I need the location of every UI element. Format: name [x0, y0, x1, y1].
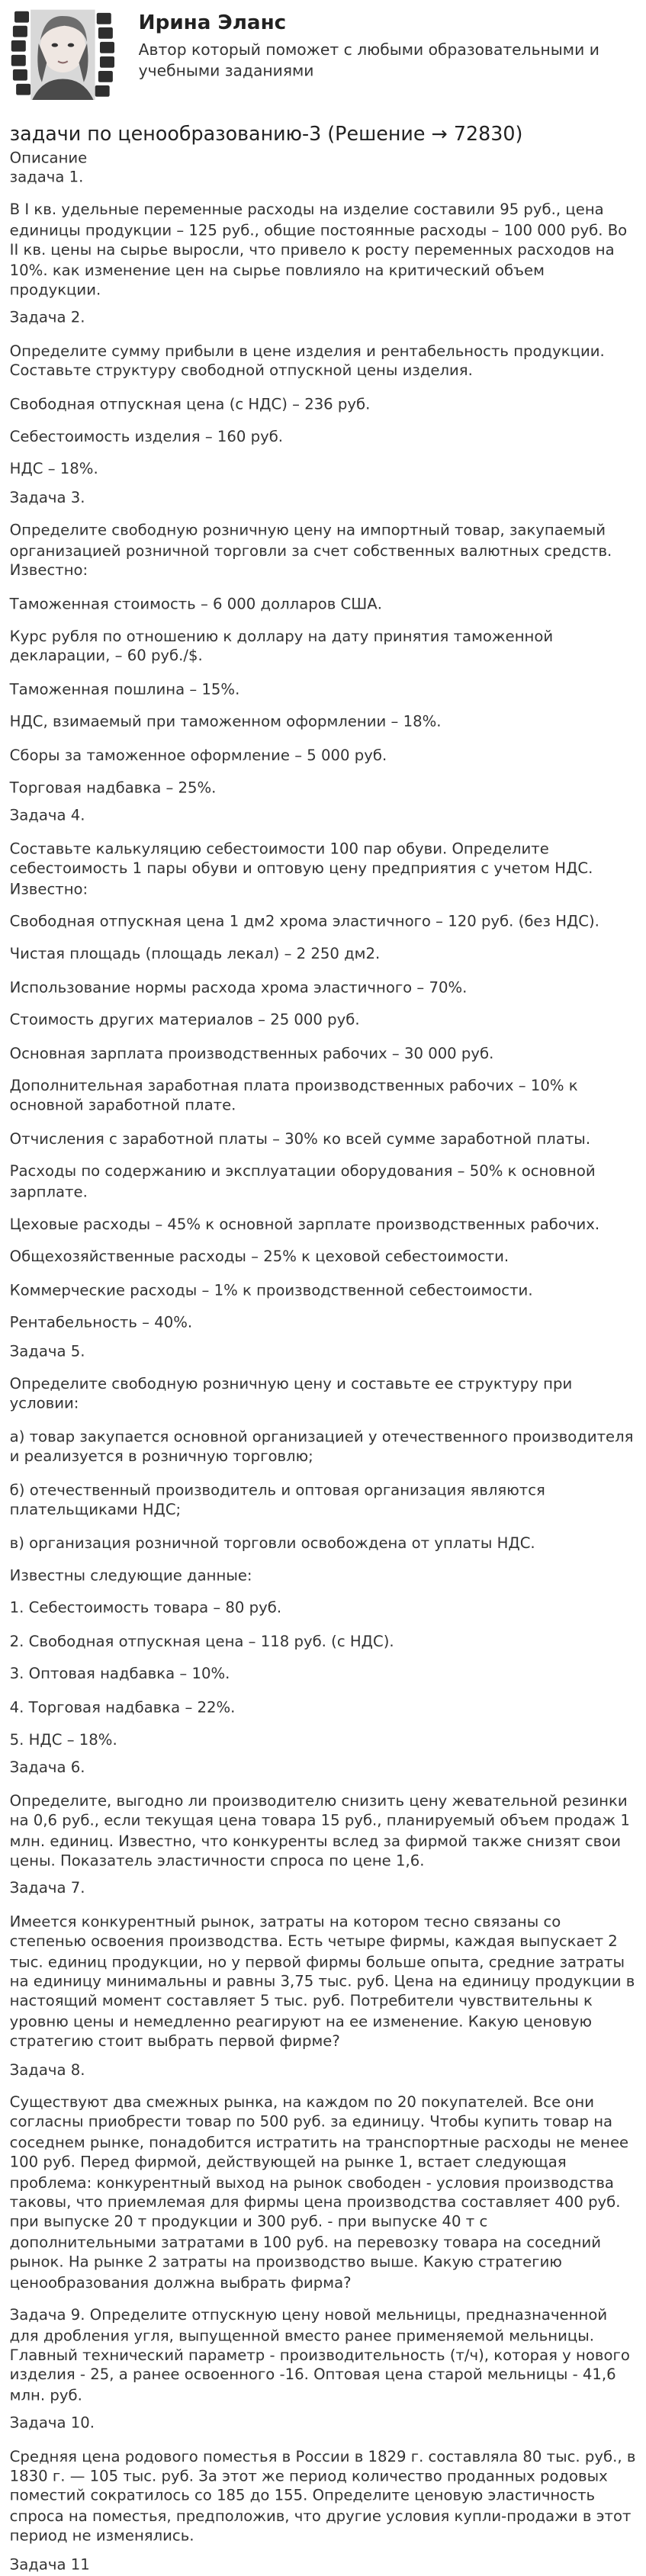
paragraph: 3. Оптовая надбавка – 10%.	[9, 1665, 230, 1684]
paragraph: Задача 2.	[9, 310, 85, 328]
paragraph: Дополнительная заработная плата производственных рабочих – 10% к основной заработной плате.	[9, 1078, 578, 1116]
paragraph: Свободная отпускная цена 1 дм2 хрома эластичного – 120 руб. (без НДС).	[9, 913, 599, 931]
paragraph: Отчисления с заработной платы – 30% ко всей сумме заработной платы.	[9, 1130, 591, 1148]
paragraph: Чистая площадь (площадь лекал) – 2 250 дм2.	[9, 946, 381, 965]
author-avatar[interactable]	[10, 8, 116, 102]
paragraph: Таможенная пошлина – 15%.	[9, 680, 240, 699]
paragraph: Торговая надбавка – 25%.	[9, 779, 217, 798]
paragraph: Задача 3.	[9, 489, 85, 508]
paragraph: Задача 5.	[9, 1343, 85, 1361]
paragraph: Расходы по содержанию и эксплуатации оборудования – 50% к основной зарплате.	[9, 1163, 596, 1202]
paragraph: в) организация розничной торговли освобождена от уплаты НДС.	[9, 1534, 535, 1553]
paragraph: Себестоимость изделия – 160 руб.	[9, 429, 284, 447]
paragraph: Задача 9. Определите отпускную цену новой мельницы, предназначенной для дробления угля, выпущенной вместо ранее применяемой мельницы. Главный технический параметр - производительность (т/ч), которая у нового изделия - 25, а ранее освоенного -16. Оптовая цена старой мельницы - 41,6 млн. руб.	[9, 2307, 630, 2405]
paragraph: Рентабельность – 40%.	[9, 1315, 193, 1333]
paragraph: НДС, взимаемый при таможенном оформлении – 18%.	[9, 714, 442, 732]
paragraph: Использование нормы расхода хрома эластичного – 70%.	[9, 978, 468, 997]
paragraph: Определите свободную розничную цену и составьте ее структуру при условии:	[9, 1376, 573, 1414]
paragraph: Основная зарплата производственных рабочих – 30 000 руб.	[9, 1045, 494, 1063]
paragraph: Общехозяйственные расходы – 25% к цеховой себестоимости.	[9, 1249, 509, 1267]
paragraph: задача 1.	[9, 169, 84, 188]
paragraph: 5. НДС – 18%.	[9, 1731, 117, 1750]
description-label: Описание	[9, 149, 88, 168]
paragraph: Известны следующие данные:	[9, 1567, 252, 1585]
paragraph: Коммерческие расходы – 1% к производственной себестоимости.	[9, 1282, 533, 1300]
paragraph: 1. Себестоимость товара – 80 руб.	[9, 1600, 282, 1618]
paragraph: Составьте калькуляцию себестоимости 100 пар обуви. Определите себестоимость 1 пары обуви и оптовую цену предприятия с учетом НДС. Известно:	[9, 840, 593, 898]
paragraph: 4. Торговая надбавка – 22%.	[9, 1698, 236, 1717]
paragraph: Задача 11	[9, 2555, 90, 2574]
paragraph: Задача 6.	[9, 1759, 85, 1778]
paragraph: В I кв. удельные переменные расходы на изделие составили 95 руб., цена единицы продукции – 125 руб., общие постоянные расходы – 100 000 руб. Во II кв. цены на сырье выросли, что привело к росту переменных расходов на 10%. как изменение цен на сырье повлияло на критический объем продукции.	[9, 201, 628, 300]
paragraph: Средняя цена родового поместья в России в 1829 г. составляла 80 тыс. руб., в 1830 г. — 105 тыс. руб. За этот же период количество проданных родовых поместий сократилось со 185 до 155. Определите ценовую эластичность спроса на поместья, предположив, что другие условия купли-продажи в этот период не изменялись.	[9, 2448, 636, 2546]
paragraph: НДС – 18%.	[9, 461, 98, 480]
paragraph: Сборы за таможенное оформление – 5 000 руб.	[9, 747, 387, 765]
paragraph: Определите сумму прибыли в цене изделия и рентабельность продукции. Составьте структуру свободной отпускной цены изделия.	[9, 342, 605, 381]
paragraph: 2. Свободная отпускная цена – 118 руб. (с НДС).	[9, 1633, 394, 1651]
paragraph: Таможенная стоимость – 6 000 долларов США.	[9, 595, 382, 613]
paragraph: Имеется конкурентный рынок, затраты на котором тесно связаны со степенью освоения производства. Есть четыре фирмы, каждая выпускает 2 тыс. единиц продукции, но у первой фирмы больше опыта, средние затраты на единицу минимальны и равны 3,75 тыс. руб. Цена на единицу продукции в настоящий момент составляет 5 тыс. руб. Потребители чувствительны к уровню цены и немедленно реагируют на ее изменение. Какую ценовую стратегию стоит выбрать первой фирме?	[9, 1913, 635, 2051]
paragraph: Задача 4.	[9, 808, 85, 826]
author-header	[0, 0, 646, 114]
paragraph: Задача 8.	[9, 2061, 85, 2080]
paragraph: Задача 10.	[9, 2414, 95, 2433]
description-body	[10, 169, 637, 2576]
paragraph: Существуют два смежных рынка, на каждом по 20 покупателей. Все они согласны приобрести товар по 500 руб. за единицу. Чтобы купить товар на соседнем рынке, понадобится истратить на транспортные расходы не менее 100 руб. Перед фирмой, действующей на рынке 1, встает следующая проблема: конкурентный выход на рынок свободен - условия производства таковы, что приемлемая для фирмы цена производства составляет 400 руб. при выпуске 20 т продукции и 300 руб. - при выпуске 40 т с дополнительными затратами в 100 руб. на перевозку товара на соседний рынок. На рынке 2 затраты на производство выше. Какую стратегию ценообразования должна выбрать фирма?	[9, 2094, 629, 2292]
author-description: Автор который поможет с любыми образовательными и учебными заданиями	[138, 41, 599, 81]
paragraph: Курс рубля по отношению к доллару на дату принятия таможенной декларации, – 60 руб./$.	[9, 628, 554, 666]
paragraph: а) товар закупается основной организацией у отечественного производителя и реализуется в розничную торговлю;	[9, 1428, 634, 1466]
content	[0, 123, 646, 2576]
author-name[interactable]: Ирина Эланс	[138, 9, 287, 34]
paragraph: Определите, выгодно ли производителю снизить цену жевательной резинки на 0,6 руб., если текущая цена товара 15 руб., планируемый объем продаж 1 млн. единиц. Известно, что конкуренты вслед за фирмой также снизят свои цены. Показатель эластичности спроса по цене 1,6.	[9, 1792, 630, 1871]
paragraph: Определите свободную розничную цену на импортный товар, закупаемый организацией розничной торговли за счет собственных валютных средств. Известно:	[9, 522, 612, 580]
paragraph: б) отечественный производитель и оптовая организация являются плательщиками НДС;	[9, 1481, 545, 1520]
author-info	[139, 10, 622, 82]
portrait-photo-icon	[10, 8, 116, 102]
paragraph: Свободная отпускная цена (с НДС) – 236 руб.	[9, 395, 371, 414]
paragraph: Задача 7.	[9, 1881, 85, 1899]
page-title: задачи по ценообразованию-3 (Решение → 72830)	[9, 122, 523, 146]
paragraph: Стоимость других материалов – 25 000 руб.	[9, 1012, 360, 1030]
paragraph: Цеховые расходы – 45% к основной зарплате производственных рабочих.	[9, 1216, 600, 1235]
